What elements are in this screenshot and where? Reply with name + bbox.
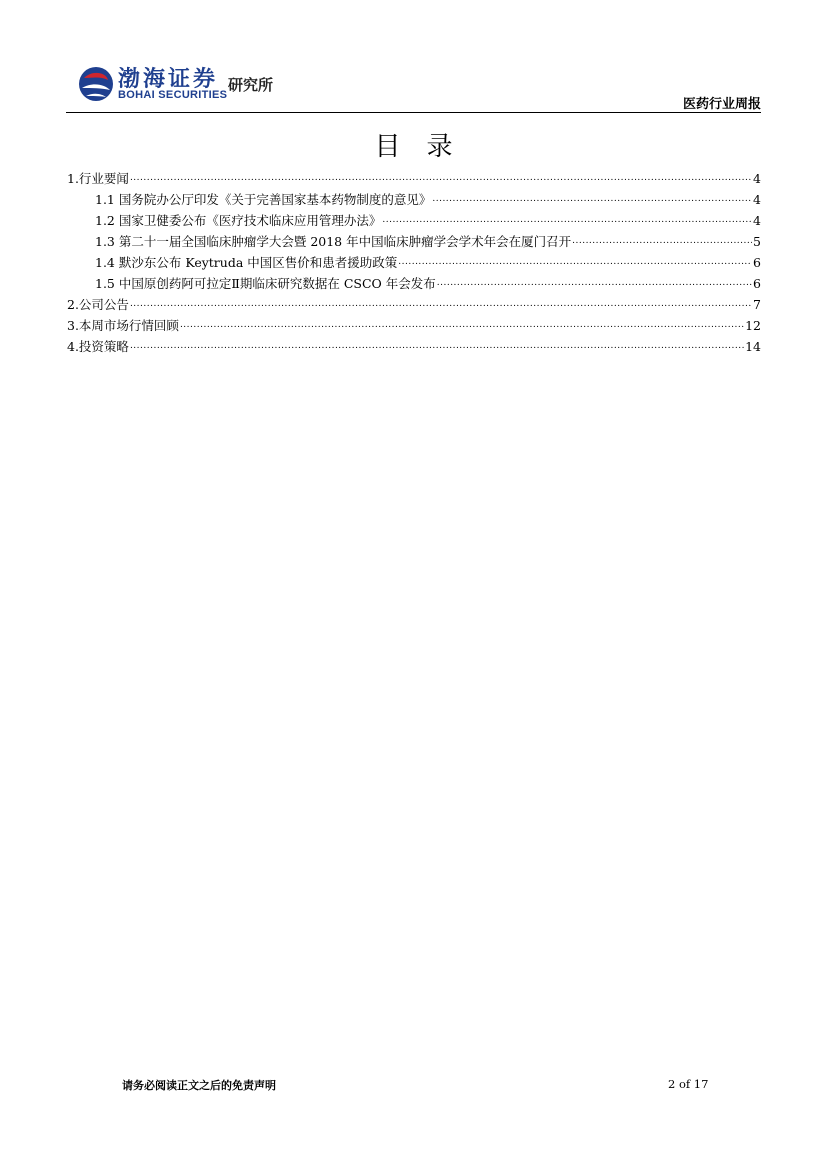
logo-english-name: BOHAI SECURITIES <box>118 89 228 101</box>
toc-item-label: 1.2 国家卫健委公布《医疗技术临床应用管理办法》 <box>95 213 382 228</box>
toc-item-page: 4 <box>753 213 761 228</box>
toc-item-label: 2.公司公告 <box>67 297 129 312</box>
report-type: 医药行业周报 <box>682 97 761 112</box>
toc-item-page: 5 <box>753 234 761 249</box>
toc-item-page: 6 <box>753 276 761 291</box>
page-number: 2 of 17 <box>668 1077 709 1091</box>
logo-chinese-name: 渤海证券 <box>118 66 219 92</box>
toc-item-label: 4.投资策略 <box>67 339 129 354</box>
toc-leader-dots <box>130 333 744 357</box>
toc-item-investment-strategy[interactable] <box>67 336 761 357</box>
toc-item-label: 1.5 中国原创药阿可拉定Ⅱ期临床研究数据在 CSCO 年会发布 <box>95 276 436 291</box>
toc-item-label: 3.本周市场行情回顾 <box>67 318 179 333</box>
toc-item-page: 14 <box>745 339 761 354</box>
toc-item-label: 1.4 默沙东公布 Keytruda 中国区售价和患者援助政策 <box>95 255 398 270</box>
toc-item-page: 12 <box>745 318 761 333</box>
toc-item-page: 6 <box>753 255 761 270</box>
toc-item-label: 1.3 第二十一届全国临床肿瘤学大会暨 2018 年中国临床肿瘤学会学术年会在厦门召开 <box>95 234 572 249</box>
logo-institute: 研究所 <box>228 76 274 94</box>
toc-title: 目录 <box>374 132 479 162</box>
table-of-contents <box>67 168 761 357</box>
toc-item-page: 4 <box>753 171 761 186</box>
toc-item-page: 4 <box>753 192 761 207</box>
toc-item-page: 7 <box>753 297 761 312</box>
disclaimer-notice: 请务必阅读正文之后的免责声明 <box>122 1079 276 1092</box>
bohai-securities-logo <box>78 62 308 108</box>
header-divider <box>66 112 761 113</box>
toc-item-label: 1.1 国务院办公厅印发《关于完善国家基本药物制度的意见》 <box>95 192 432 207</box>
bohai-logo-icon <box>78 64 114 104</box>
toc-item-label: 1.行业要闻 <box>67 171 129 186</box>
